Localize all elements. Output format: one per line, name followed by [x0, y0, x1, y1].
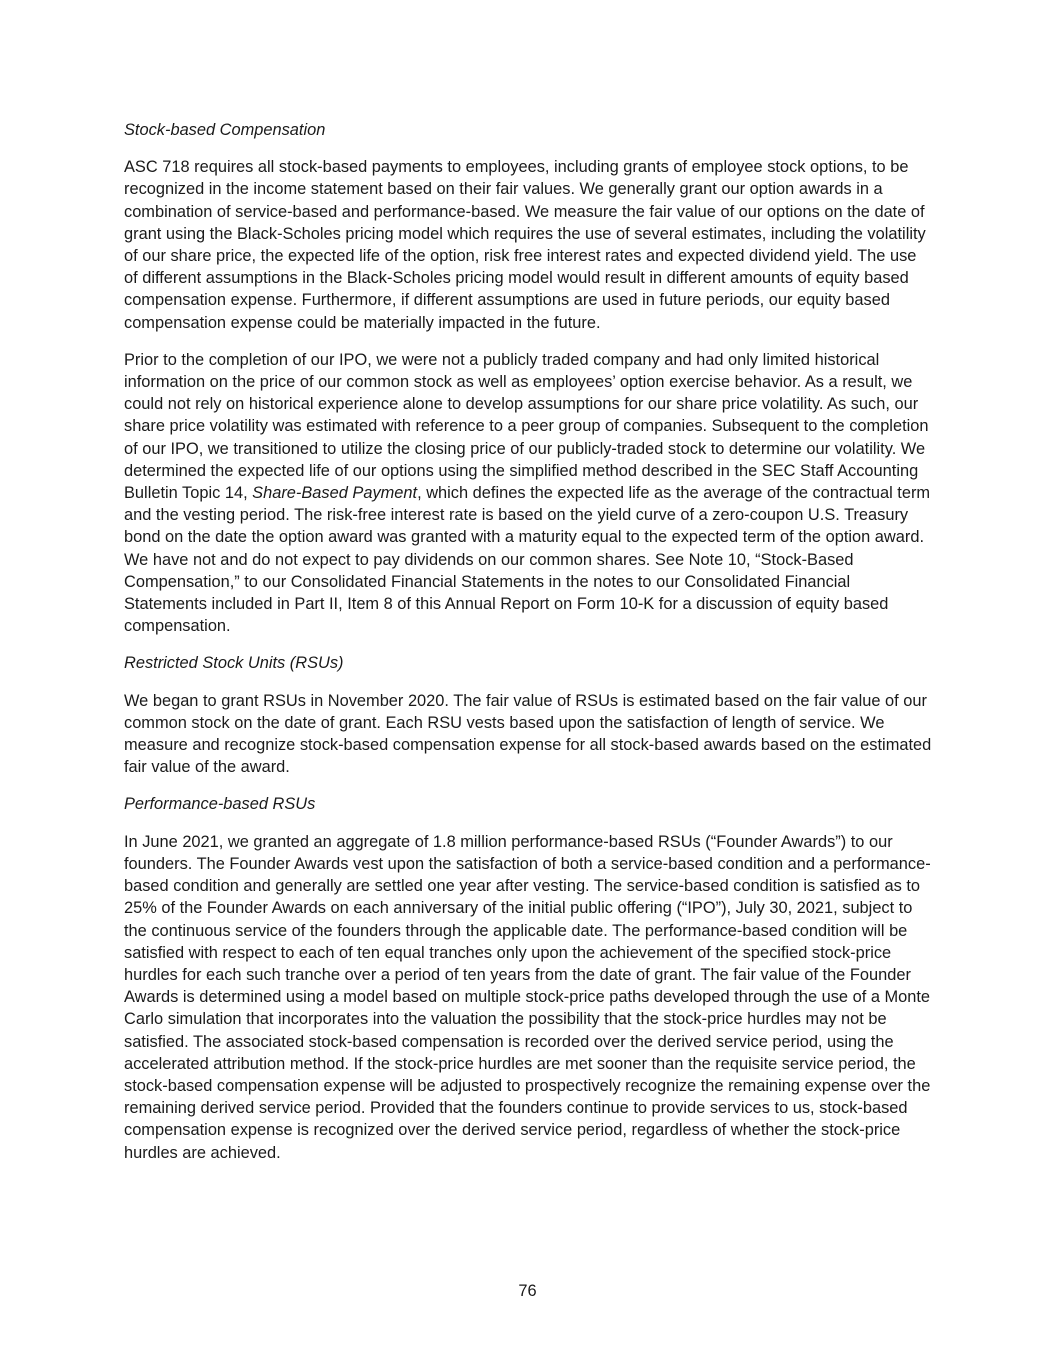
paragraph-rsus: We began to grant RSUs in November 2020. The fair value of RSUs is estimated based on the fair value of our common stock on the date of grant. Each RSU vests based upon the satisfaction of length of service. We measure and recognize stock-based compensation expense for all stock-based awards based on the estimated fair value of the award.: [124, 691, 932, 777]
section-heading-rsus: Restricted Stock Units (RSUs): [124, 654, 344, 673]
page-number: 76: [518, 1282, 537, 1300]
section-heading-stock-based-compensation: Stock-based Compensation: [124, 121, 326, 139]
document-body: [124, 119, 934, 1179]
italic-term-share-based-payment: Share-Based Payment: [252, 484, 418, 503]
paragraph-founder-awards: In June 2021, we granted an aggregate of 1.8 million performance-based RSUs (“Founder Awards”) to our founders. The Founder Awards vest upon the satisfaction of both a service-based condition and a performance-based condition and generally are settled one year after vesting. The service-based condition is satisfied as to 25% of the Founder Awards on each anniversary of the initial public offering (“IPO”), July 30, 2021, subject to the continuous service of the founders through the applicable date. The performance-based condition will be satisfied with respect to each of ten equal tranches only upon the achievement of the specified stock-price hurdles for each such tranche over a period of ten years from the date of grant. The fair value of the Founder Awards is determined using a model based on multiple stock-price paths developed through the use of a Monte Carlo simulation that incorporates into the valuation the possibility that the stock-price hurdles may not be satisfied. The associated stock-based compensation is recorded over the derived service period, using the accelerated attribution method. If the stock-price hurdles are met sooner than the requisite service period, the stock-based compensation expense will be adjusted to prospectively recognize the remaining expense over the remaining derived service period. Provided that the founders continue to provide services to us, stock-based compensation expense is recognized over the derived service period, regardless of whether the stock-price hurdles are achieved.: [124, 832, 931, 1162]
section-heading-performance-based-rsus: Performance-based RSUs: [124, 795, 316, 814]
paragraph-asc718: ASC 718 requires all stock-based payments to employees, including grants of employee stock options, to be recognized in the income statement based on their fair values. We generally grant our option awards in a combination of service-based and performance-based. We measure the fair value of our options on the date of grant using the Black-Scholes pricing model which requires the use of several estimates, including the volatility of our share price, the expected life of the option, risk free interest rates and expected dividend yield. The use of different assumptions in the Black-Scholes pricing model would result in different amounts of equity based compensation expense. Furthermore, if different assumptions are used in future periods, our equity based compensation expense could be materially impacted in the future.: [124, 158, 926, 332]
paragraph-text-part: , which defines the expected life as the average of the contractual term and the vesting period. The risk-free interest rate is based on the yield curve of a zero-coupon U.S. Treasury bond on the date the option award was granted with a maturity equal to the expected term of the option award. We have not and do not expect to pay dividends on our common shares. See Note 10, “Stock-Based Compensation,” to our Consolidated Financial Statements in the notes to our Consolidated Financial Statements included in Part II, Item 8 of this Annual Report on Form 10-K for a discussion of equity based compensation.: [124, 484, 931, 636]
paragraph-volatility-assumptions: [124, 349, 934, 638]
paragraph-text-part: Prior to the completion of our IPO, we were not a publicly traded company and had only limited historical information on the price of our common stock as well as employees’ option exercise behavior. As a result, we could not rely on historical experience alone to develop assumptions for our share price volatility. As such, our share price volatility was estimated with reference to a peer group of companies. Subsequent to the completion of our IPO, we transitioned to utilize the closing price of our publicly-traded stock to determine our volatility. We determined the expected life of our options using the simplified method described in the SEC Staff Accounting Bulletin Topic 14,: [124, 350, 929, 503]
